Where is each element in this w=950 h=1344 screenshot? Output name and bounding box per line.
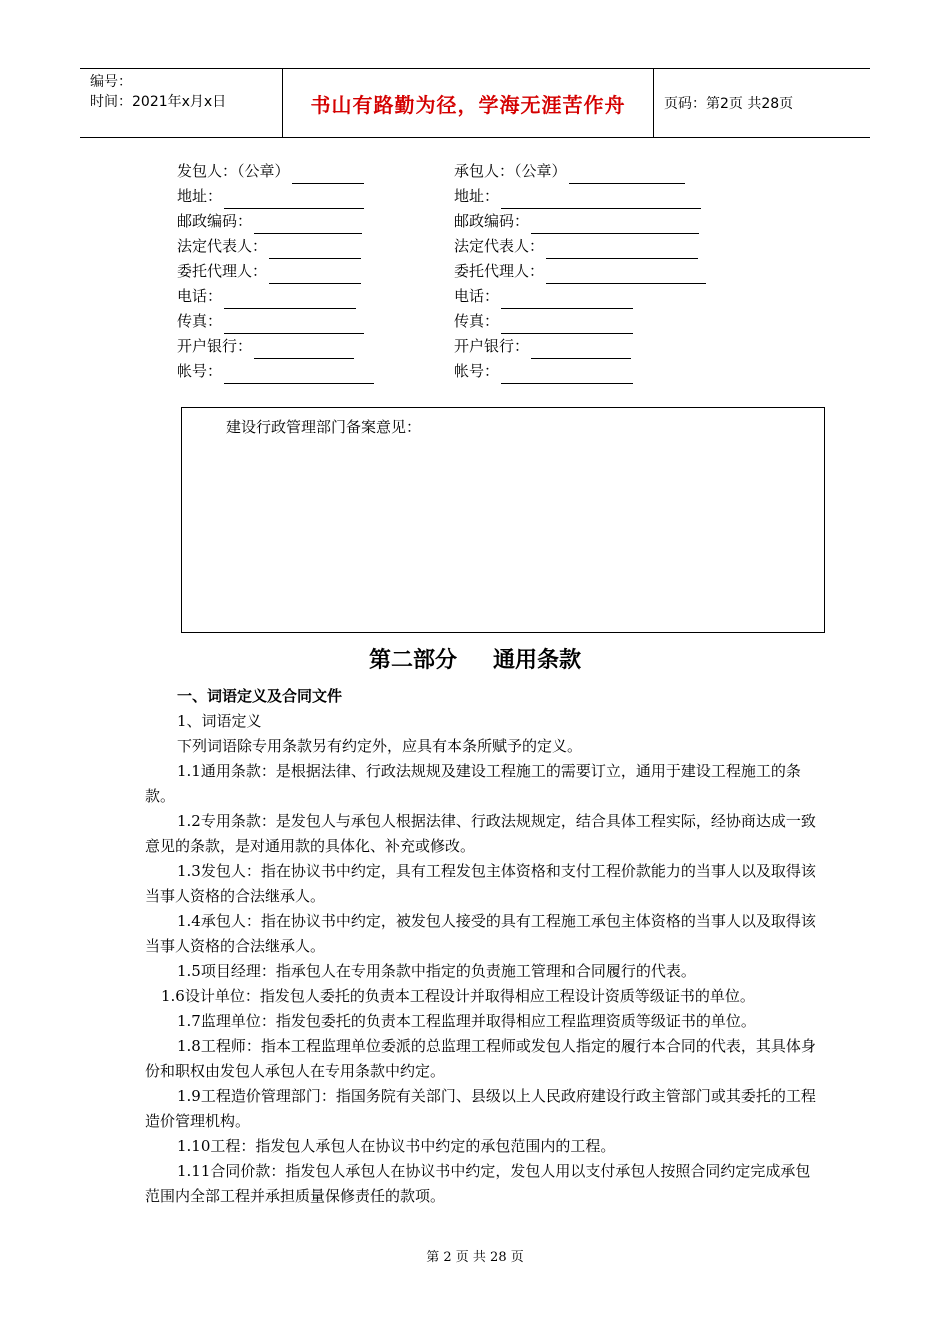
employer-bank-blank — [254, 341, 354, 359]
section-name: 通用条款 — [493, 648, 582, 673]
employer-account-blank — [224, 366, 374, 384]
employer-block — [177, 159, 374, 384]
clause-1-7: 1.7监理单位：指发包委托的负责本工程监理并取得相应工程监理资质等级证书的单位。 — [177, 1012, 756, 1030]
employer-phone-blank — [224, 291, 356, 309]
employer-bank-label: 开户银行： — [177, 337, 253, 355]
employer-agent-label: 委托代理人： — [177, 262, 268, 280]
contractor-seal-blank — [569, 166, 685, 184]
contractor-bank-blank — [531, 341, 631, 359]
employer-fax-label: 传真： — [177, 312, 223, 330]
contractor-agent-label: 委托代理人： — [454, 262, 545, 280]
section-title — [0, 643, 950, 674]
contractor-address-label: 地址： — [454, 187, 500, 205]
filing-opinion-box — [181, 407, 825, 633]
contractor-account-blank — [501, 366, 633, 384]
employer-phone-label: 电话： — [177, 287, 223, 305]
clause-1-8: 1.8工程师：指本工程监理单位委派的总监理工程师或发包人指定的履行本合同的代表，其具体身份和职权由发包人承包人在专用条款中约定。 — [145, 1037, 816, 1080]
chapter-heading: 一、词语定义及合同文件 — [177, 687, 343, 705]
employer-postcode-blank — [254, 216, 362, 234]
contractor-agent-blank — [546, 266, 706, 284]
contractor-legal-rep-label: 法定代表人： — [454, 237, 545, 255]
employer-address-label: 地址： — [177, 187, 223, 205]
clause-1-5: 1.5项目经理：指承包人在专用条款中指定的负责施工管理和合同履行的代表。 — [177, 962, 696, 980]
contractor-fax-label: 传真： — [454, 312, 500, 330]
clause-1-11: 1.11合同价款：指发包人承包人在协议书中约定，发包人用以支付承包人按照合同约定完成承包范围内全部工程并承担质量保修责任的款项。 — [145, 1162, 811, 1205]
header-motto-cell — [283, 69, 654, 137]
employer-legal-rep-label: 法定代表人： — [177, 237, 268, 255]
clause-1-9: 1.9工程造价管理部门：指国务院有关部门、县级以上人民政府建设行政主管部门或其委托的工程造价管理机构。 — [145, 1087, 816, 1130]
employer-legal-rep-blank — [269, 241, 361, 259]
subsection-heading: 1、词语定义 — [177, 712, 262, 730]
contractor-postcode-blank — [531, 216, 699, 234]
general-terms-body — [145, 684, 825, 1209]
time-label: 时间：2021年x月x日 — [90, 94, 227, 110]
contractor-account-label: 帐号： — [454, 362, 500, 380]
employer-fax-blank — [224, 316, 364, 334]
contractor-legal-rep-blank — [546, 241, 698, 259]
contractor-seal-label: 承包人：（公章） — [454, 162, 567, 180]
employer-account-label: 帐号： — [177, 362, 223, 380]
page-header — [80, 68, 870, 138]
filing-opinion-label: 建设行政管理部门备案意见： — [226, 418, 422, 436]
definitions-intro: 下列词语除专用条款另有约定外，应具有本条所赋予的定义。 — [177, 737, 583, 755]
employer-postcode-label: 邮政编码： — [177, 212, 253, 230]
contractor-bank-label: 开户银行： — [454, 337, 530, 355]
clause-1-6: 1.6设计单位：指发包人委托的负责本工程设计并取得相应工程设计资质等级证书的单位。 — [161, 987, 755, 1005]
contractor-phone-label: 电话： — [454, 287, 500, 305]
clause-1-10: 1.10工程：指发包人承包人在协议书中约定的承包范围内的工程。 — [177, 1137, 616, 1155]
serial-label: 编号： — [90, 74, 132, 90]
contractor-address-blank — [501, 191, 701, 209]
contractor-phone-blank — [501, 291, 633, 309]
employer-address-blank — [224, 191, 364, 209]
employer-agent-blank — [269, 266, 361, 284]
clause-1-1: 1.1通用条款：是根据法律、行政法规规及建设工程施工的需要订立，通用于建设工程施工的条款。 — [145, 762, 801, 805]
contractor-block — [454, 159, 706, 384]
section-part: 第二部分 — [368, 648, 457, 673]
header-motto: 书山有路勤为径，学海无涯苦作舟 — [310, 92, 626, 117]
contractor-fax-blank — [501, 316, 633, 334]
contractor-postcode-label: 邮政编码： — [454, 212, 530, 230]
header-left-cell — [80, 69, 283, 137]
employer-seal-blank — [292, 166, 364, 184]
clause-1-2: 1.2专用条款：是发包人与承包人根据法律、行政法规规定，结合具体工程实际，经协商达成一致意见的条款，是对通用款的具体化、补充或修改。 — [145, 812, 816, 855]
clause-1-3: 1.3发包人：指在协议书中约定，具有工程发包主体资格和支付工程价款能力的当事人以及取得该当事人资格的合法继承人。 — [145, 862, 816, 905]
page-footer: 第 2 页 共 28 页 — [426, 1250, 524, 1265]
employer-seal-label: 发包人：（公章） — [177, 162, 290, 180]
clause-1-4: 1.4承包人：指在协议书中约定，被发包人接受的具有工程施工承包主体资格的当事人以及取得该当事人资格的合法继承人。 — [145, 912, 816, 955]
header-page-info: 页码：第2页 共28页 — [664, 96, 794, 112]
